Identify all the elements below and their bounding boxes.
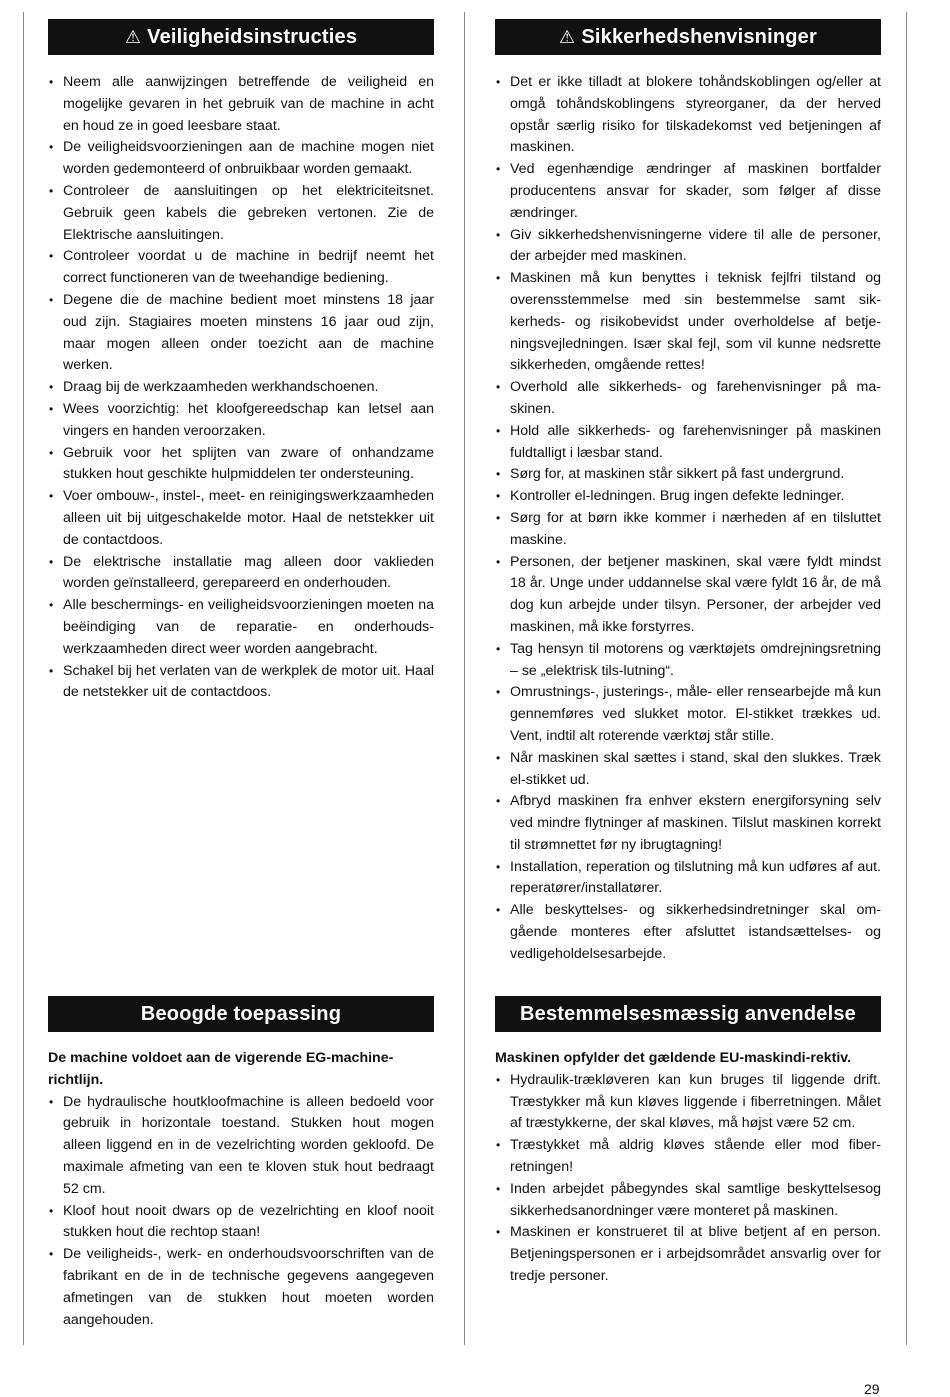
- da-safety-section: [495, 19, 881, 966]
- list-item: • Sørg for, at maskinen står sikkert på fast undergrund.: [495, 464, 881, 486]
- list-item: • Schakel bij het verlaten van de werkplek de motor uit. Haal de netstekker uit de contactdoos.: [48, 661, 434, 705]
- list-item: • Giv sikkerhedshenvisningerne videre til alle de personer, der arbejder med maskinen.: [495, 225, 881, 269]
- da-use-title: Bestemmelsesmæssig anvendelse: [520, 1002, 856, 1025]
- list-item: • Controleer voordat u de machine in bedrijf neemt het correct functioneren van de tweehandige bediening.: [48, 246, 434, 290]
- warning-triangle-icon: ⚠: [124, 27, 142, 47]
- list-item: • Omrustnings-, justerings-, måle- eller rensearbejde må kun gennemføres ved slukket motor. El-stikket trækkes ud. Vent, indtil alt roterende værktøj står stille.: [495, 682, 881, 747]
- list-item: • Det er ikke tilladt at blokere tohåndskoblingen og/eller at omgå tohåndskoblingens styreorganer, da der herved opstår særlig risiko for tilskadekomst ved betjeningen af maskinen.: [495, 72, 881, 159]
- list-item: • Når maskinen skal sættes i stand, skal den slukkes. Træk el-stikket ud.: [495, 748, 881, 792]
- nl-use-title: Beoogde toepassing: [140, 1002, 342, 1025]
- nl-safety-title: Veiligheidsinstructies: [147, 25, 358, 48]
- da-use-heading: [495, 996, 881, 1032]
- list-item: • Maskinen må kun benyttes i teknisk fejlfri tilstand og overensstemmelse med sin bestemmelse samt sikkerheds- og risikobevidst under overholdelse af betjeningsvejledningen. Især skal fejl, som vil kunne nedsrette sikkerheden, omgående rettes!: [495, 268, 881, 377]
- right-margin-line: [906, 12, 907, 1345]
- list-item: • Ved egenhændige ændringer af maskinen bortfalder producentens ansvar for skader, som følger af disse ændringer.: [495, 159, 881, 224]
- da-safety-title: Sikkerhedshenvisninger: [581, 25, 817, 48]
- da-use-intro: Maskinen opfylder det gældende EU-maskindi-rektiv.: [495, 1050, 852, 1066]
- list-item: • Personen, der betjener maskinen, skal være fyldt mindst 18 år. Unge under uddannelse skal være fyldt 16 år, de må dog kun arbejde under tilsyn. Personer, der arbejder ved maskinen, må ikke forstyrres.: [495, 552, 881, 639]
- center-divider-line: [464, 12, 465, 1345]
- list-item: • Maskinen er konstrueret til at blive betjent af en person. Betjeningspersonen er i arbejdsområdet ansvarlig over for tredje personer.: [495, 1222, 881, 1287]
- da-use-section: [495, 996, 881, 1288]
- da-safety-heading: [495, 19, 881, 55]
- list-item: • Inden arbejdet påbegyndes skal samtlige beskyttelsesog sikkerhedsanordninger være monteret på maskinen.: [495, 1179, 881, 1223]
- nl-safety-section: [48, 19, 434, 704]
- list-item: • Sørg for at børn ikke kommer i nærheden af en tilsluttet maskine.: [495, 508, 881, 552]
- list-item: • Controleer de aansluitingen op het elektriciteitsnet. Gebruik geen kabels die gebreken vertonen. Zie de Elektrische aansluitingen.: [48, 181, 434, 246]
- list-item: • Træstykket må aldrig kløves stående eller mod fiberretningen!: [495, 1135, 881, 1179]
- list-item: • Gebruik voor het splijten van zware of onhandzame stukken hout geschikte hulpmiddelen ter ondersteuning.: [48, 443, 434, 487]
- list-item: • Voer ombouw-, instel-, meet- en reinigingswerkzaamheden alleen uit bij uitgeschakelde motor. Haal de netstekker uit de contactdoos.: [48, 486, 434, 551]
- list-item: • Hydraulik-trækløveren kan kun bruges til liggende drift. Træstykker må kun kløves liggende i fiberretningen. Målet af træstykkerne, der skal kløves, må højst være 52 cm.: [495, 1070, 881, 1135]
- list-item: • Tag hensyn til motorens og værktøjets omdrejningsretning – se „elektrisk tils-lutning“.: [495, 639, 881, 683]
- list-item: • De veiligheids-, werk- en onderhoudsvoorschriften van de fabrikant en de in de technische gegevens aangegeven afmetingen van de stukken hout moeten worden aangehouden.: [48, 1244, 434, 1331]
- da-use-list: [495, 1070, 881, 1288]
- list-item: • Neem alle aanwijzingen betreffende de veiligheid en mogelijke gevaren in het gebruik van de machine in acht en houd ze in goed leesbare staat.: [48, 72, 434, 137]
- list-item: • Alle beskyttelses- og sikkerhedsindretninger skal omgående monteres efter afsluttet istandsættelses- og vedligeholdelsesarbejde.: [495, 900, 881, 965]
- nl-use-list: [48, 1092, 434, 1332]
- da-safety-list: [495, 72, 881, 966]
- nl-use-section: [48, 996, 434, 1331]
- list-item: • Afbryd maskinen fra enhver ekstern energiforsyning selv ved mindre flytninger af maskinen. Tilslut maskinen korrekt til strømnettet før ny ibrugtagning!: [495, 791, 881, 856]
- list-item: • Hold alle sikkerheds- og farehenvisninger på maskinen fuldtalligt i læsbar stand.: [495, 421, 881, 465]
- list-item: • Draag bij de werkzaamheden werkhandschoenen.: [48, 377, 434, 399]
- nl-use-intro: De machine voldoet aan de vigerende EG-machinerichtlijn.: [48, 1050, 394, 1088]
- list-item: • Alle beschermings- en veiligheidsvoorzieningen moeten na beëindiging van de reparatie- en onderhoudswerkzaamheden direct weer worden aangebracht.: [48, 595, 434, 660]
- nl-safety-heading: [48, 19, 434, 55]
- list-item: • Wees voorzichtig: het kloofgereedschap kan letsel aan vingers en handen veroorzaken.: [48, 399, 434, 443]
- nl-use-heading: [48, 996, 434, 1032]
- warning-triangle-icon: ⚠: [559, 27, 576, 47]
- list-item: • Kloof hout nooit dwars op de vezelrichting en kloof nooit stukken hout die rechtop staan!: [48, 1201, 434, 1245]
- nl-safety-list: [48, 72, 434, 704]
- list-item: • De veiligheidsvoorzieningen aan de machine mogen niet worden gedemonteerd of onbruikbaar worden gemaakt.: [48, 137, 434, 181]
- list-item: • Kontroller el-ledningen. Brug ingen defekte ledninger.: [495, 486, 881, 508]
- page-number: 29: [864, 1381, 880, 1397]
- list-item: • Overhold alle sikkerheds- og farehenvisninger på maskinen.: [495, 377, 881, 421]
- list-item: • De hydraulische houtkloofmachine is alleen bedoeld voor gebruik in horizontale toestand. Stukken hout mogen alleen liggend en in de vezelrichting worden gekloofd. De maximale afmeting van een te kloven stuk hout bedraagt 52 cm.: [48, 1092, 434, 1201]
- list-item: • Degene die de machine bedient moet minstens 18 jaar oud zijn. Stagiaires moeten minstens 16 jaar oud zijn, maar mogen alleen onder toezicht aan de machine werken.: [48, 290, 434, 377]
- list-item: • Installation, reperation og tilslutning må kun udføres af aut. reperatører/installatører.: [495, 857, 881, 901]
- left-margin-line: [23, 12, 24, 1345]
- list-item: • De elektrische installatie mag alleen door vaklieden worden geïnstalleerd, gerepareerd en onderhouden.: [48, 552, 434, 596]
